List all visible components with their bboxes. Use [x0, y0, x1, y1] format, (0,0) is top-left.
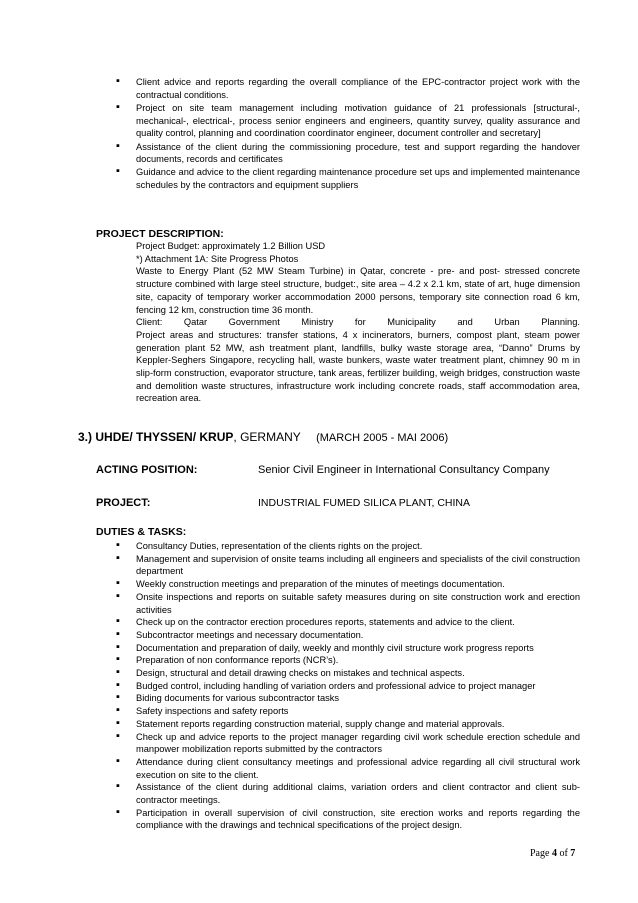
employment-dates: (MARCH 2005 - MAI 2006): [316, 432, 449, 444]
company-name: UHDE/ THYSSEN/ KRUP: [95, 430, 234, 444]
project-areas: Project areas and structures: transfer stations, 4 x incinerators, burners, compost plant, steam power generation plant 52 MW, ash treatment plant, landfills, bulky waste storage area, “Danno” Drums by Keppler-Seghers Singapore, recycling hall, waste bunkers, waste water treatment plant, chimney 90 m in slip-form construction, evaporator structure, tank areas, fertilizer building, weigh bridges, construction waste and demolition waste structures, infrastructure work including concrete roads, staff accommodation area, recreation area.: [136, 329, 580, 404]
company-country: GERMANY: [240, 430, 301, 444]
list-item: ▪ Assistance of the client during the commissioning procedure, test and support regarding the handover documents, records and certificates: [116, 141, 580, 166]
attachment-note: *) Attachment 1A: Site Progress Photos: [136, 253, 299, 264]
current-page: 4: [551, 848, 557, 859]
client-word: Urban: [494, 317, 520, 328]
duties-heading: DUTIES & TASKS:: [96, 526, 187, 538]
responsibilities-list: [116, 76, 580, 192]
list-item: ▪ Assistance of the client during additional claims, variation orders and client contractor and client sub-contractor meetings.: [116, 781, 580, 806]
client-word: Ministry: [301, 317, 334, 328]
project-budget: Project Budget: approximately 1.2 Billion USD: [136, 241, 326, 251]
page-word: Page: [530, 848, 550, 859]
list-item: ▪ Attendance during client consultancy meetings and professional advice regarding all civil structural work execution on site to the client.: [116, 756, 580, 781]
list-item: ▪ Subcontractor meetings and necessary documentation.: [116, 629, 580, 642]
acting-position-label: ACTING POSITION:: [96, 464, 198, 476]
client-word: Client:: [136, 317, 163, 328]
duties-list: [116, 540, 580, 832]
project-description: [136, 240, 580, 405]
section-number: 3.): [78, 430, 93, 444]
client-word: Municipality: [387, 317, 436, 328]
list-item: ▪ Onsite inspections and reports on suitable safety measures during on site construction work and erection activities: [116, 591, 580, 616]
list-item: ▪ Client advice and reports regarding the overall compliance of the EPC-contractor project work with the contractual conditions.: [116, 76, 580, 101]
list-item: ▪ Weekly construction meetings and preparation of the minutes of meetings documentation.: [116, 578, 580, 591]
list-item: ▪ Biding documents for various subcontractor tasks: [116, 692, 580, 705]
list-item: ▪ Consultancy Duties, representation of the clients rights on the project.: [116, 540, 580, 553]
plant-description: Waste to Energy Plant (52 MW Steam Turbine) in Qatar, concrete - pre- and post- stressed concrete structure combined with large steel structure, budget:, site area – 4.2 x 2.1 km, state of art, huge dimension site, capacity of temporary worker accommodation 2000 persons, temporary site connection road 6 km, fencing 12 km, construction time 36 month.: [136, 266, 580, 315]
of-word: of: [559, 848, 568, 859]
project-value: INDUSTRIAL FUMED SILICA PLANT, CHINA: [258, 497, 470, 509]
client-word: for: [354, 317, 366, 328]
project-label: PROJECT:: [96, 497, 151, 509]
list-item: ▪ Check up on the contractor erection procedures reports, statements and advice to the client.: [116, 616, 580, 629]
list-item: ▪ Project on site team management including motivation guidance of 21 professionals [structural-, mechanical-, electrical-, process senior engineers and engineers, quantity survey, quality assurance and quality control, planning and coordination coordinator engineer, document controller and secretary]: [116, 102, 580, 140]
client-word: Qatar: [183, 317, 208, 328]
employment-heading: 3.) UHDE/ THYSSEN/ KRUP, GERMANY (MARCH 2005 - MAI 2006): [78, 430, 449, 444]
list-item: ▪ Preparation of non conformance reports (NCR’s).: [116, 654, 580, 667]
list-item: ▪ Statement reports regarding construction material, supply change and material approvals.: [116, 718, 580, 731]
acting-position-value: Senior Civil Engineer in International Consultancy Company: [258, 464, 550, 476]
client-word: and: [457, 317, 473, 328]
client-line: [136, 316, 580, 329]
list-item: ▪ Safety inspections and safety reports: [116, 705, 580, 718]
client-word: Government: [228, 317, 280, 328]
section-heading: PROJECT DESCRIPTION:: [96, 228, 224, 240]
total-pages: 7: [570, 848, 576, 859]
list-item: ▪ Check up and advice reports to the project manager regarding civil work schedule erection schedule and manpower mobilization reports submitted by the contractors: [116, 731, 580, 756]
page-number: [530, 848, 575, 859]
client-word: Planning.: [541, 317, 580, 328]
list-item: ▪ Budged control, including handling of variation orders and professional advice to project manager: [116, 680, 580, 693]
list-item: ▪ Documentation and preparation of daily, weekly and monthly civil structure work progress reports: [116, 642, 580, 655]
list-item: ▪ Guidance and advice to the client regarding maintenance procedure set ups and implemented maintenance schedules by the contractors and equipment suppliers: [116, 166, 580, 191]
list-item: ▪ Participation in overall supervision of civil construction, site erection works and reports regarding the compliance with the drawings and technical specifications of the project design.: [116, 807, 580, 832]
list-item: ▪ Design, structural and detail drawing checks on mistakes and technical aspects.: [116, 667, 580, 680]
list-item: ▪ Management and supervision of onsite teams including all engineers and specialists of the civil construction department: [116, 553, 580, 578]
